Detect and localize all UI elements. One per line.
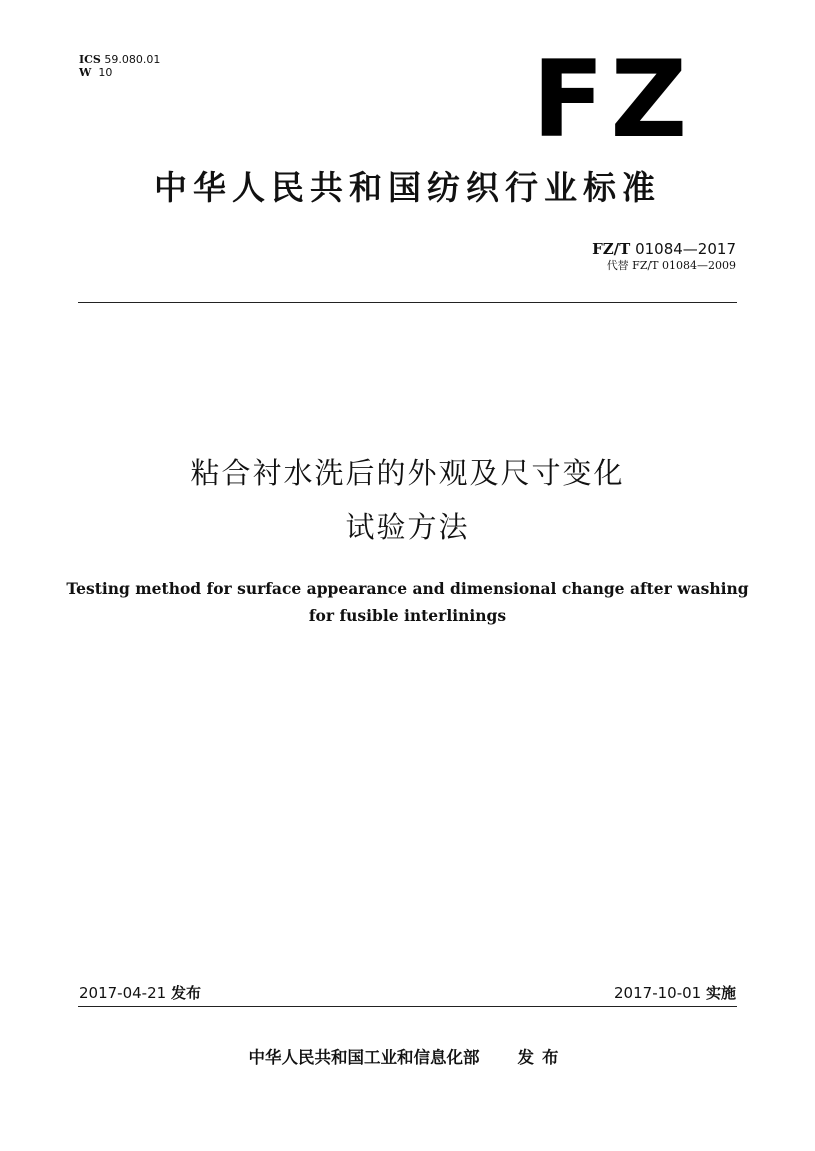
ccs-label: W: [79, 66, 92, 79]
replaces-standard: 代替 FZ/T 01084—2009: [606, 259, 736, 272]
standard-number: [592, 240, 736, 258]
publisher-action: 发布: [517, 1048, 567, 1067]
publisher-name: 中华人民共和国工业和信息化部: [248, 1048, 480, 1067]
implementation-date-value: 2017-10-01: [614, 984, 702, 1002]
implementation-label: 实施: [705, 984, 736, 1002]
ics-label: ICS: [79, 53, 101, 66]
title-cn-line-1: 粘合衬水洗后的外观及尺寸变化: [190, 456, 625, 490]
ics-number: 59.080.01: [104, 53, 161, 66]
issue-date: [79, 983, 201, 1003]
ics-code: [79, 53, 160, 66]
fz-logo: FZ: [532, 38, 694, 161]
standard-category-heading: 中华人民共和国纺织行业标准: [154, 168, 661, 207]
header-divider: [78, 302, 737, 303]
ccs-number: 10: [98, 66, 113, 79]
publisher: [0, 1046, 815, 1070]
title-en-line-2: for fusible interlinings: [308, 606, 507, 625]
implementation-date: [614, 983, 736, 1003]
standard-prefix: FZ/T: [592, 240, 631, 258]
issue-label: 发布: [170, 984, 201, 1002]
footer-divider: [78, 1006, 737, 1007]
title-cn-line-2: 试验方法: [345, 510, 470, 544]
standard-number-value: 01084—2017: [635, 240, 736, 258]
issue-date-value: 2017-04-21: [79, 984, 167, 1002]
ccs-code: [79, 66, 112, 79]
title-en-line-1: Testing method for surface appearance and dimensional change after washing: [66, 579, 749, 598]
